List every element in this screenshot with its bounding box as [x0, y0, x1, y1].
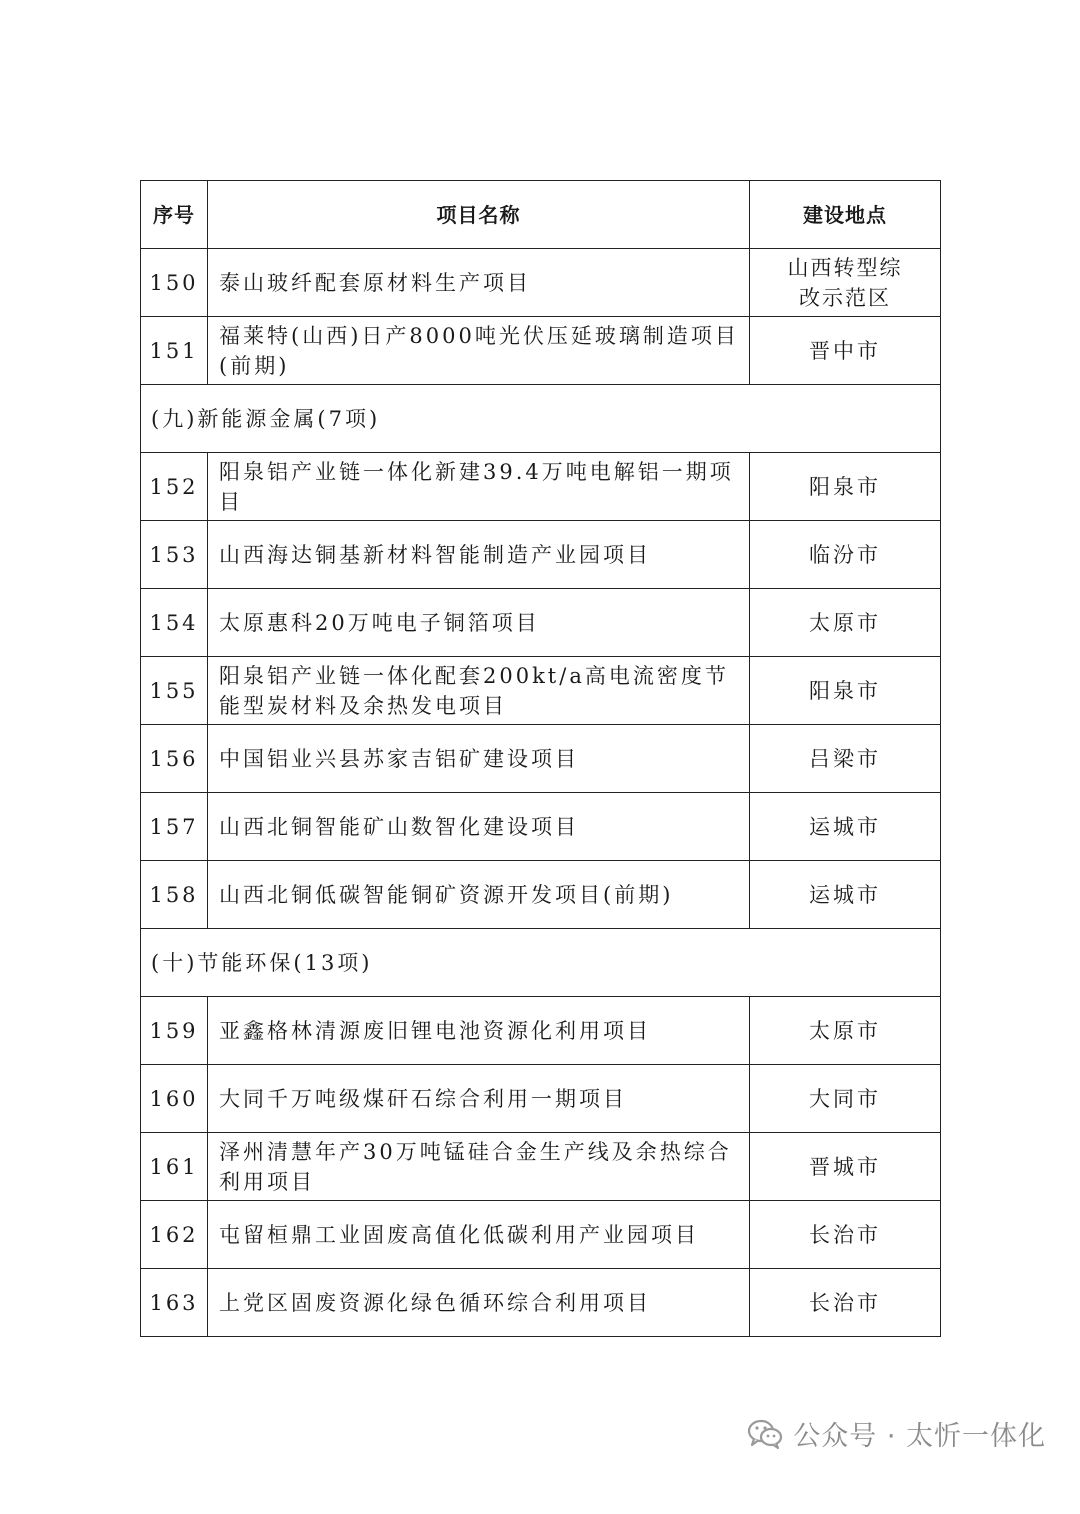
row-project-name: 中国铝业兴县苏家吉铝矿建设项目	[208, 725, 750, 793]
row-location: 山西转型综改示范区	[750, 249, 941, 317]
table-header-row	[141, 181, 941, 249]
header-name: 项目名称	[208, 181, 750, 249]
row-project-name: 大同千万吨级煤矸石综合利用一期项目	[208, 1065, 750, 1133]
table-row	[141, 1269, 941, 1337]
watermark-text: 公众号 · 太忻一体化	[793, 1421, 1046, 1452]
watermark	[747, 1414, 1046, 1453]
table-body	[141, 249, 941, 1337]
row-seq: 163	[141, 1269, 208, 1337]
row-seq: 152	[141, 453, 208, 521]
table-row	[141, 1133, 941, 1201]
row-location: 吕梁市	[750, 725, 941, 793]
row-project-name: 山西北铜智能矿山数智化建设项目	[208, 793, 750, 861]
project-table	[140, 180, 941, 1337]
table-row	[141, 589, 941, 657]
row-location: 晋城市	[750, 1133, 941, 1201]
section-row	[141, 385, 941, 453]
table-row	[141, 657, 941, 725]
row-seq: 151	[141, 317, 208, 385]
row-project-name: 太原惠科20万吨电子铜箔项目	[208, 589, 750, 657]
row-location: 运城市	[750, 793, 941, 861]
header-location: 建设地点	[750, 181, 941, 249]
row-seq: 153	[141, 521, 208, 589]
row-project-name: 阳泉铝产业链一体化新建39.4万吨电解铝一期项目	[208, 453, 750, 521]
row-location: 阳泉市	[750, 657, 941, 725]
section-title: (九)新能源金属(7项)	[141, 385, 941, 453]
row-seq: 156	[141, 725, 208, 793]
table-row	[141, 793, 941, 861]
row-project-name: 山西北铜低碳智能铜矿资源开发项目(前期)	[208, 861, 750, 929]
row-project-name: 泰山玻纤配套原材料生产项目	[208, 249, 750, 317]
row-location: 临汾市	[750, 521, 941, 589]
row-location: 运城市	[750, 861, 941, 929]
row-seq: 155	[141, 657, 208, 725]
row-seq: 150	[141, 249, 208, 317]
section-row	[141, 929, 941, 997]
section-title: (十)节能环保(13项)	[141, 929, 941, 997]
row-location: 太原市	[750, 589, 941, 657]
table-row	[141, 317, 941, 385]
table-row	[141, 725, 941, 793]
row-seq: 161	[141, 1133, 208, 1201]
row-project-name: 上党区固废资源化绿色循环综合利用项目	[208, 1269, 750, 1337]
table-row	[141, 1065, 941, 1133]
table-row	[141, 1201, 941, 1269]
table-row	[141, 521, 941, 589]
row-project-name: 阳泉铝产业链一体化配套200kt/a高电流密度节能型炭材料及余热发电项目	[208, 657, 750, 725]
row-location: 长治市	[750, 1269, 941, 1337]
row-project-name: 亚鑫格林清源废旧锂电池资源化利用项目	[208, 997, 750, 1065]
row-location: 大同市	[750, 1065, 941, 1133]
row-seq: 159	[141, 997, 208, 1065]
row-location: 太原市	[750, 997, 941, 1065]
wechat-icon	[747, 1418, 783, 1450]
table-row	[141, 997, 941, 1065]
header-seq: 序号	[141, 181, 208, 249]
row-seq: 162	[141, 1201, 208, 1269]
row-seq: 160	[141, 1065, 208, 1133]
row-seq: 154	[141, 589, 208, 657]
row-project-name: 山西海达铜基新材料智能制造产业园项目	[208, 521, 750, 589]
row-location: 长治市	[750, 1201, 941, 1269]
row-seq: 157	[141, 793, 208, 861]
table-row	[141, 453, 941, 521]
row-location: 晋中市	[750, 317, 941, 385]
row-project-name: 屯留桓鼎工业固废高值化低碳利用产业园项目	[208, 1201, 750, 1269]
row-project-name: 福莱特(山西)日产8000吨光伏压延玻璃制造项目(前期)	[208, 317, 750, 385]
row-seq: 158	[141, 861, 208, 929]
row-location: 阳泉市	[750, 453, 941, 521]
table-row	[141, 249, 941, 317]
row-project-name: 泽州清慧年产30万吨锰硅合金生产线及余热综合利用项目	[208, 1133, 750, 1201]
table-row	[141, 861, 941, 929]
